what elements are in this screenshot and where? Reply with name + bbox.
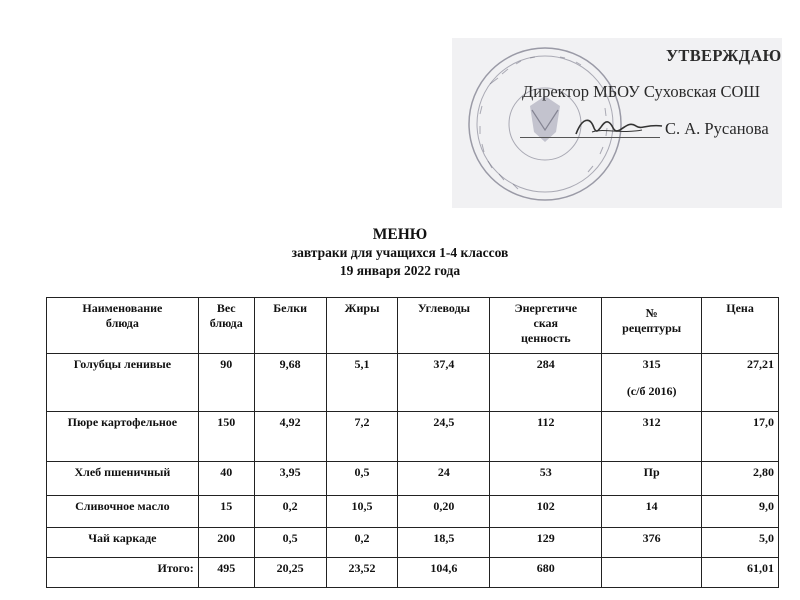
header-dish-name: Наименование блюда bbox=[47, 298, 199, 354]
cell-protein: 0,5 bbox=[254, 528, 326, 558]
cell-dish-name: Голубцы ленивые bbox=[47, 354, 199, 412]
table-row bbox=[47, 496, 779, 528]
header-recipe-number: № рецептуры bbox=[602, 298, 702, 354]
signature bbox=[572, 108, 667, 148]
cell-fat: 10,5 bbox=[326, 496, 398, 528]
header-carbs: Углеводы bbox=[398, 298, 490, 354]
cell-recipe: Пр bbox=[602, 462, 702, 496]
total-recipe bbox=[602, 558, 702, 588]
cell-recipe: 14 bbox=[602, 496, 702, 528]
title-block bbox=[0, 226, 800, 280]
cell-fat: 7,2 bbox=[326, 412, 398, 462]
header-weight: Вес блюда bbox=[198, 298, 254, 354]
cell-energy: 129 bbox=[490, 528, 602, 558]
cell-carbs: 0,20 bbox=[398, 496, 490, 528]
cell-energy: 53 bbox=[490, 462, 602, 496]
cell-dish-name: Пюре картофельное bbox=[47, 412, 199, 462]
header-price: Цена bbox=[702, 298, 779, 354]
cell-protein: 3,95 bbox=[254, 462, 326, 496]
recipe-note: (с/б 2016) bbox=[626, 384, 677, 398]
header-energy: Энергетиче ская ценность bbox=[490, 298, 602, 354]
cell-weight: 200 bbox=[198, 528, 254, 558]
cell-price: 5,0 bbox=[702, 528, 779, 558]
cell-carbs: 24,5 bbox=[398, 412, 490, 462]
cell-dish-name: Хлеб пшеничный bbox=[47, 462, 199, 496]
table-row bbox=[47, 354, 779, 412]
cell-fat: 0,2 bbox=[326, 528, 398, 558]
table-row bbox=[47, 462, 779, 496]
header-fat: Жиры bbox=[326, 298, 398, 354]
total-price: 61,01 bbox=[702, 558, 779, 588]
cell-price: 27,21 bbox=[702, 354, 779, 412]
document-subtitle: завтраки для учащихся 1-4 классов bbox=[291, 245, 509, 260]
cell-protein: 9,68 bbox=[254, 354, 326, 412]
cell-fat: 0,5 bbox=[326, 462, 398, 496]
total-weight: 495 bbox=[198, 558, 254, 588]
total-energy: 680 bbox=[490, 558, 602, 588]
total-protein: 20,25 bbox=[254, 558, 326, 588]
approval-signatory: С. А. Русанова bbox=[665, 119, 769, 138]
signature-line bbox=[520, 137, 660, 138]
total-fat: 23,52 bbox=[326, 558, 398, 588]
total-label: Итого: bbox=[47, 558, 199, 588]
total-carbs: 104,6 bbox=[398, 558, 490, 588]
cell-price: 9,0 bbox=[702, 496, 779, 528]
menu-table bbox=[46, 297, 779, 588]
document-date: 19 января 2022 года bbox=[339, 263, 461, 278]
cell-dish-name: Чай каркаде bbox=[47, 528, 199, 558]
cell-carbs: 37,4 bbox=[398, 354, 490, 412]
table-row bbox=[47, 412, 779, 462]
cell-weight: 90 bbox=[198, 354, 254, 412]
cell-price: 2,80 bbox=[702, 462, 779, 496]
cell-protein: 4,92 bbox=[254, 412, 326, 462]
cell-protein: 0,2 bbox=[254, 496, 326, 528]
document-title: МЕНЮ bbox=[372, 226, 428, 243]
table-row bbox=[47, 528, 779, 558]
cell-price: 17,0 bbox=[702, 412, 779, 462]
cell-carbs: 24 bbox=[398, 462, 490, 496]
cell-weight: 40 bbox=[198, 462, 254, 496]
cell-dish-name: Сливочное масло bbox=[47, 496, 199, 528]
cell-recipe: 312 bbox=[602, 412, 702, 462]
total-row bbox=[47, 558, 779, 588]
cell-weight: 15 bbox=[198, 496, 254, 528]
cell-recipe: 315 (с/б 2016) bbox=[602, 354, 702, 412]
table-header-row bbox=[47, 298, 779, 354]
approval-title: УТВЕРЖДАЮ bbox=[666, 46, 782, 65]
header-protein: Белки bbox=[254, 298, 326, 354]
cell-energy: 112 bbox=[490, 412, 602, 462]
cell-weight: 150 bbox=[198, 412, 254, 462]
cell-recipe: 376 bbox=[602, 528, 702, 558]
cell-energy: 284 bbox=[490, 354, 602, 412]
cell-energy: 102 bbox=[490, 496, 602, 528]
approval-position: Директор МБОУ Суховская СОШ bbox=[522, 82, 761, 101]
cell-carbs: 18,5 bbox=[398, 528, 490, 558]
cell-fat: 5,1 bbox=[326, 354, 398, 412]
